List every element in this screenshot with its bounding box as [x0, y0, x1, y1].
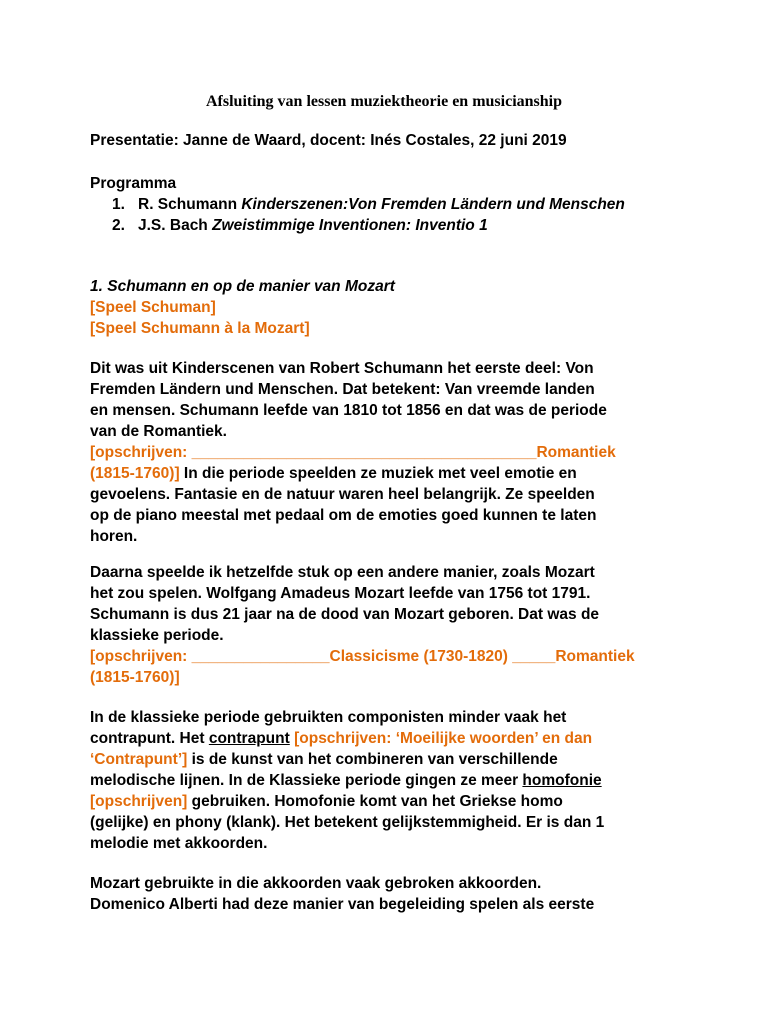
paragraph-romantiek [90, 358, 690, 547]
paragraph-text: contrapunt. Het [90, 730, 209, 747]
paragraph-text: In die periode speelden ze muziek met veel emotie en [179, 465, 577, 482]
write-down-note: [opschrijven: ________________________________________Romantiek [90, 444, 616, 461]
paragraph-line [90, 749, 690, 770]
paragraph-line [90, 770, 690, 791]
paragraph-akkoorden [90, 873, 690, 915]
paragraph-line: gevoelens. Fantasie en de natuur waren heel belangrijk. Ze speelden [90, 486, 595, 503]
program-item [90, 215, 690, 236]
write-down-note: (1815-1760)] [90, 669, 180, 686]
paragraph-line: Dit was uit Kinderscenen van Robert Schumann het eerste deel: Von [90, 360, 594, 377]
paragraph-line [90, 728, 690, 749]
paragraph-klassiek [90, 562, 690, 688]
paragraph-text: gebruiken. Homofonie komt van het Griekse homo [187, 793, 563, 810]
paragraph-line: en mensen. Schumann leefde van 1810 tot 1856 en dat was de periode [90, 402, 607, 419]
program-item-composer: R. Schumann [138, 196, 238, 213]
paragraph-text: is de kunst van het combineren van verschillende [187, 751, 558, 768]
paragraph-line: melodie met akkoorden. [90, 835, 268, 852]
paragraph-line: van de Romantiek. [90, 423, 227, 440]
paragraph-line: Mozart gebruikte in die akkoorden vaak gebroken akkoorden. [90, 875, 542, 892]
paragraph-line: Domenico Alberti had deze manier van begeleiding spelen als eerste [90, 896, 595, 913]
instruction-note: [Speel Schuman] [90, 299, 216, 316]
document-title: Afsluiting van lessen muziektheorie en musicianship [205, 93, 563, 110]
paragraph-text: melodische lijnen. In de Klassieke periode gingen ze meer [90, 772, 523, 789]
program-item-work: Zweistimmige Inventionen: Inventio 1 [212, 217, 488, 234]
paragraph-line: In de klassieke periode gebruikten componisten minder vaak het [90, 709, 567, 726]
write-down-note: [opschrijven] [90, 793, 188, 810]
program-item-number: 2. [112, 217, 125, 234]
write-down-note: (1815-1760)] [90, 465, 180, 482]
section-1 [90, 276, 690, 339]
paragraph-line: (gelijke) en phony (klank). Het betekent gelijkstemmigheid. Er is dan 1 [90, 814, 605, 831]
paragraph-line: op de piano meestal met pedaal om de emoties goed kunnen te laten [90, 507, 597, 524]
paragraph-line: Fremden Ländern und Menschen. Dat betekent: Van vreemde landen [90, 381, 595, 398]
paragraph-contrapunt [90, 707, 690, 854]
program-item-work: Kinderszenen:Von Fremden Ländern und Menschen [241, 196, 625, 213]
write-down-note: ‘Contrapunt’] [90, 751, 188, 768]
program-heading: Programma [90, 175, 177, 192]
paragraph-line: het zou spelen. Wolfgang Amadeus Mozart leefde van 1756 tot 1791. [90, 585, 591, 602]
program-item [90, 194, 690, 215]
write-down-note: [opschrijven: ‘Moeilijke woorden’ en dan [294, 730, 593, 747]
paragraph-line: horen. [90, 528, 138, 545]
presentation-line [90, 130, 690, 151]
section-heading: 1. Schumann en op de manier van Mozart [90, 278, 395, 295]
paragraph-line: klassieke periode. [90, 627, 224, 644]
write-down-note: [opschrijven: ________________Classicisme (1730-1820) _____Romantiek [90, 648, 635, 665]
paragraph-line: Daarna speelde ik hetzelfde stuk op een andere manier, zoals Mozart [90, 564, 595, 581]
presentation-text: Presentatie: Janne de Waard, docent: Inés Costales, 22 juni 2019 [90, 132, 567, 149]
paragraph-line [90, 463, 690, 484]
paragraph-line [90, 791, 690, 812]
program-item-number: 1. [112, 196, 125, 213]
underlined-term: homofonie [522, 772, 602, 789]
program-section [90, 173, 690, 236]
underlined-term: contrapunt [208, 730, 290, 747]
program-item-composer: J.S. Bach [138, 217, 208, 234]
instruction-note: [Speel Schumann à la Mozart] [90, 320, 310, 337]
paragraph-line: Schumann is dus 21 jaar na de dood van Mozart geboren. Dat was de [90, 606, 600, 623]
